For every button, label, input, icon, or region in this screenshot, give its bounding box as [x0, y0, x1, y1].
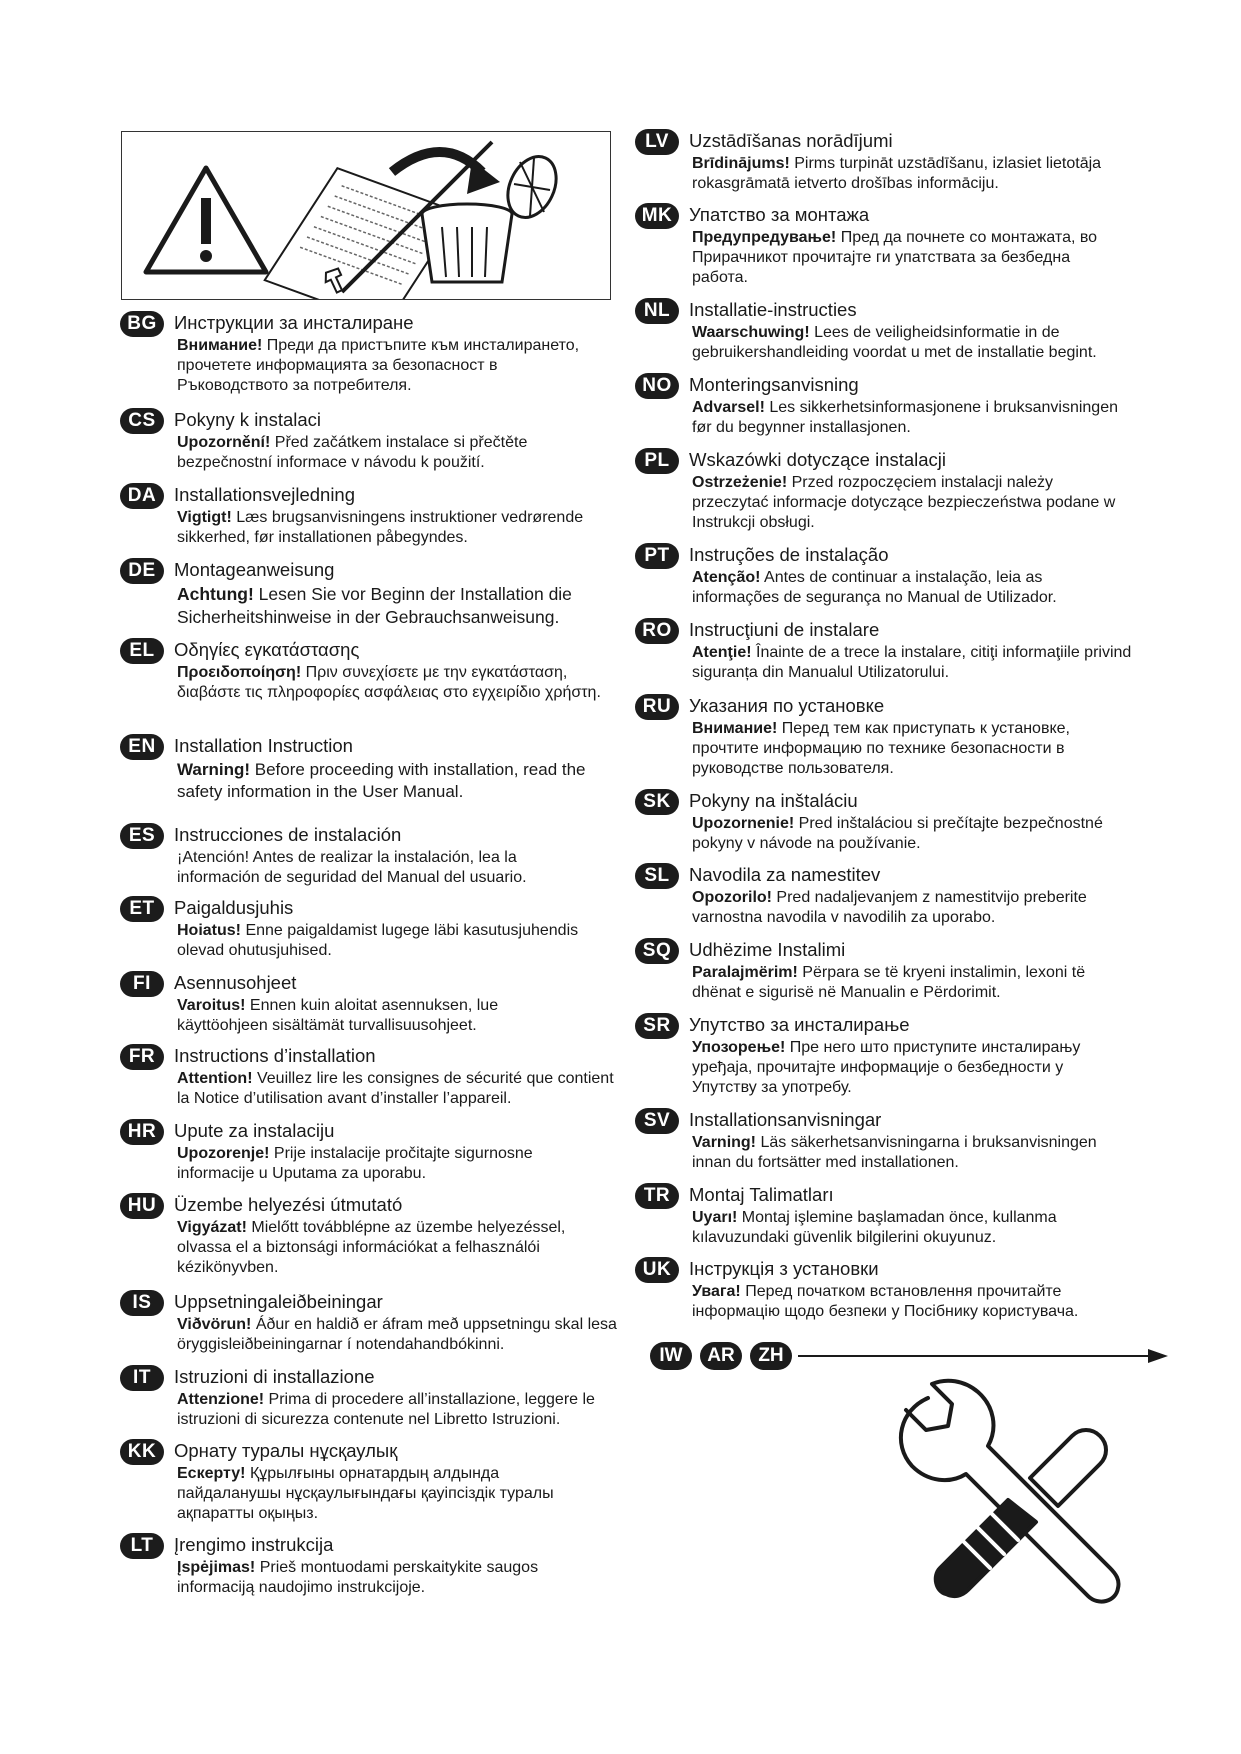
section-body: Vigtigt! Læs brugsanvisningens instruktioner vedrørende sikkerhed, før installationen påbegyndes.	[177, 509, 584, 546]
language-badge: SQ	[635, 938, 679, 964]
section-body: Увага! Перед початком встановлення прочитайте інформацію щодо безпеки у Посібнику користувача.	[692, 1283, 1079, 1320]
language-badge: FR	[120, 1044, 164, 1070]
section-title: Navodila za namestitev	[689, 864, 881, 885]
section-title: Pokyny na inštaláciu	[689, 790, 858, 811]
section-body: Upozorenje! Prije instalacije pročitajte sigurnosne informacije u Uputama za uporabu.	[177, 1145, 533, 1182]
section-title: Udhëzime Instalimi	[689, 939, 846, 960]
wrench-screwdriver-icon	[880, 1370, 1130, 1640]
language-badge: SL	[635, 863, 679, 889]
trash-bin-icon	[422, 149, 565, 282]
section-title: Instructions d’installation	[174, 1045, 376, 1066]
section-title: Upute za instalaciju	[174, 1120, 335, 1141]
section-title: Uppsetningaleiðbeiningar	[174, 1291, 383, 1312]
language-badge: HU	[120, 1193, 164, 1219]
language-badge: HR	[120, 1119, 164, 1145]
section-title: Упутство за инсталирање	[689, 1014, 910, 1035]
section-body: Paralajmërim! Përpara se të kryeni instalimin, lexoni të dhënat e sigurisë në Manualin e Përdorimit.	[692, 964, 1086, 1001]
language-badge: RU	[635, 694, 679, 720]
language-badge-iw: IW	[650, 1342, 692, 1370]
section-body: Viðvörun! Áður en haldið er áfram með uppsetningu skal lesa öryggisleiðbeiningarnar í notendahandbókinni.	[177, 1316, 617, 1353]
language-badge: RO	[635, 618, 679, 644]
section-body: Waarschuwing! Lees de veiligheidsinformatie in de gebruikershandleiding voordat u met de installatie begint.	[692, 324, 1097, 361]
language-badge: CS	[120, 408, 164, 434]
warning-graphic	[122, 132, 610, 299]
section-body: ¡Atención! Antes de realizar la instalación, lea la información de seguridad del Manual del usuario.	[177, 849, 527, 886]
section-title: Οδηγίες εγκατάστασης	[174, 639, 360, 660]
language-badge: DE	[120, 558, 164, 584]
section-body: Attention! Veuillez lire les consignes de sécurité que contient la Notice d’utilisation avant d’installer l’appareil.	[177, 1070, 614, 1107]
language-badge: PT	[635, 543, 679, 569]
language-badge: PL	[635, 448, 679, 474]
language-badge: FI	[120, 971, 164, 997]
section-body: Atenção! Antes de continuar a instalação, leia as informações de segurança no Manual de Utilizador.	[692, 569, 1057, 606]
section-body: Hoiatus! Enne paigaldamist lugege läbi kasutusjuhendis olevad ohutusjuhised.	[177, 922, 579, 959]
section-title: Įrengimo instrukcija	[174, 1534, 334, 1555]
section-body: Внимание! Преди да пристъпите към инсталирането, прочетете информацията за безопасност в Ръководството за потребителя.	[177, 337, 580, 394]
section-title: Installationsanvisningar	[689, 1109, 882, 1130]
arrow-right-icon	[798, 1346, 1170, 1366]
section-body: Brīdinājums! Pirms turpināt uzstādīšanu, izlasiet lietotāja rokasgrāmatā ietverto drošības informāciju.	[692, 155, 1102, 192]
section-body: Vigyázat! Mielőtt továbblépne az üzembe helyezéssel, olvassa el a biztonsági információkat a felhasználói kézikönyvben.	[177, 1219, 566, 1276]
section-title: Pokyny k instalaci	[174, 409, 322, 430]
language-badge: NL	[635, 298, 679, 324]
section-body: Warning! Before proceeding with installation, read the safety information in the User Manual.	[177, 760, 586, 801]
section-title: Інструкція з установки	[689, 1258, 879, 1279]
section-body: Предупредување! Пред да почнете со монтажата, во Прирачникот прочитајте ги упатствата за безбедна работа.	[692, 229, 1098, 286]
language-badge: SR	[635, 1013, 679, 1039]
warning-triangle-icon	[146, 168, 266, 272]
section-body: Ostrzeżenie! Przed rozpoczęciem instalacji należy przeczytać informacje dotyczące bezpieczeństwa podane w Instrukcji obsługi.	[692, 474, 1116, 531]
language-badge: MK	[635, 203, 679, 229]
language-badge: ES	[120, 823, 164, 849]
section-body: Упозорење! Пре него што приступите инсталирању уређаја, прочитајте информације о безбедности у Упутству за употребу.	[692, 1039, 1081, 1096]
section-title: Asennusohjeet	[174, 972, 297, 993]
language-badge: IS	[120, 1290, 164, 1316]
language-badge: EN	[120, 734, 164, 760]
language-badge: IT	[120, 1365, 164, 1391]
section-title: Упатство за монтажа	[689, 204, 870, 225]
section-title: Monteringsanvisning	[689, 374, 859, 395]
section-body: Varning! Läs säkerhetsanvisningarna i bruksanvisningen innan du fortsätter med installationen.	[692, 1134, 1097, 1171]
section-title: Montaj Talimatları	[689, 1184, 834, 1205]
language-badge: LT	[120, 1533, 164, 1559]
section-title: Installation Instruction	[174, 735, 353, 756]
section-body: Opozorilo! Pred nadaljevanjem z namestitvijo preberite varnostna navodila v navodilih za uporabo.	[692, 889, 1087, 926]
language-badge: ET	[120, 896, 164, 922]
section-body: Upozornenie! Pred inštaláciou si prečítajte bezpečnostné pokyny v návode na používanie.	[692, 815, 1103, 852]
language-badge: LV	[635, 129, 679, 155]
section-title: Instruções de instalação	[689, 544, 889, 565]
section-body: Ескерту! Құрылғыны орнатардың алдында пайдаланушы нұсқаулығындағы қауіпсіздік туралы ақпаратты оқыңыз.	[177, 1465, 554, 1522]
language-badge: KK	[120, 1439, 164, 1465]
section-body: Įspėjimas! Prieš montuodami perskaitykite saugos informaciją naudojimo instrukcijoje.	[177, 1559, 539, 1596]
section-title: Installationsvejledning	[174, 484, 356, 505]
section-title: Инструкции за инсталиране	[174, 312, 414, 333]
section-body: Achtung! Lesen Sie vor Beginn der Installation die Sicherheitshinweise in der Gebrauchsanweisung.	[177, 584, 572, 627]
warning-illustration	[121, 131, 611, 300]
section-title: Орнату туралы нұсқаулық	[174, 1440, 398, 1461]
section-title: Wskazówki dotyczące instalacji	[689, 449, 947, 470]
language-badge: EL	[120, 638, 164, 664]
language-badge: BG	[120, 311, 164, 337]
section-body: Uyarı! Montaj işlemine başlamadan önce, kullanma kılavuzundaki güvenlik bilgilerini okuyunuz.	[692, 1209, 1057, 1246]
section-title: Istruzioni di installazione	[174, 1366, 375, 1387]
language-badge: NO	[635, 373, 679, 399]
section-body: Внимание! Перед тем как приступать к установке, прочтите информацию по технике безопасности в руководстве пользователя.	[692, 720, 1070, 777]
section-title: Instrucciones de instalación	[174, 824, 402, 845]
section-title: Указания по установке	[689, 695, 885, 716]
section-body: Attenzione! Prima di procedere all’installazione, leggere le istruzioni di sicurezza contenute nel Libretto Istruzioni.	[177, 1391, 595, 1428]
language-badge: SK	[635, 789, 679, 815]
section-body: Upozornění! Před začátkem instalace si přečtěte bezpečnostní informace v návodu k použití.	[177, 434, 528, 471]
section-title: Paigaldusjuhis	[174, 897, 294, 918]
language-badge-ar: AR	[700, 1342, 742, 1370]
language-badge-zh: ZH	[750, 1342, 792, 1370]
section-title: Instrucţiuni de instalare	[689, 619, 880, 640]
section-title: Installatie-instructies	[689, 299, 857, 320]
section-title: Uzstādīšanas norādījumi	[689, 130, 893, 151]
language-badge: TR	[635, 1183, 679, 1209]
language-badge: SV	[635, 1108, 679, 1134]
section-body: Advarsel! Les sikkerhetsinformasjonene i bruksanvisningen før du begynner installasjonen.	[692, 399, 1118, 436]
section-body: Varoitus! Ennen kuin aloitat asennuksen, lue käyttöohjeen sisältämät turvallisuusohjeet.	[177, 997, 499, 1034]
language-badge: DA	[120, 483, 164, 509]
section-body: Atenţie! Înainte de a trece la instalare, citiţi informaţiile privind siguranța din Manualul Utilizatorului.	[692, 644, 1132, 681]
section-title: Montageanweisung	[174, 559, 335, 580]
section-body: Προειδοποίηση! Πριν συνεχίσετε με την εγκατάσταση, διαβάστε τις πληροφορίες ασφάλειας στο εγχειρίδιο χρήστη.	[177, 664, 601, 701]
language-badge: UK	[635, 1257, 679, 1283]
section-title: Üzembe helyezési útmutató	[174, 1194, 403, 1215]
